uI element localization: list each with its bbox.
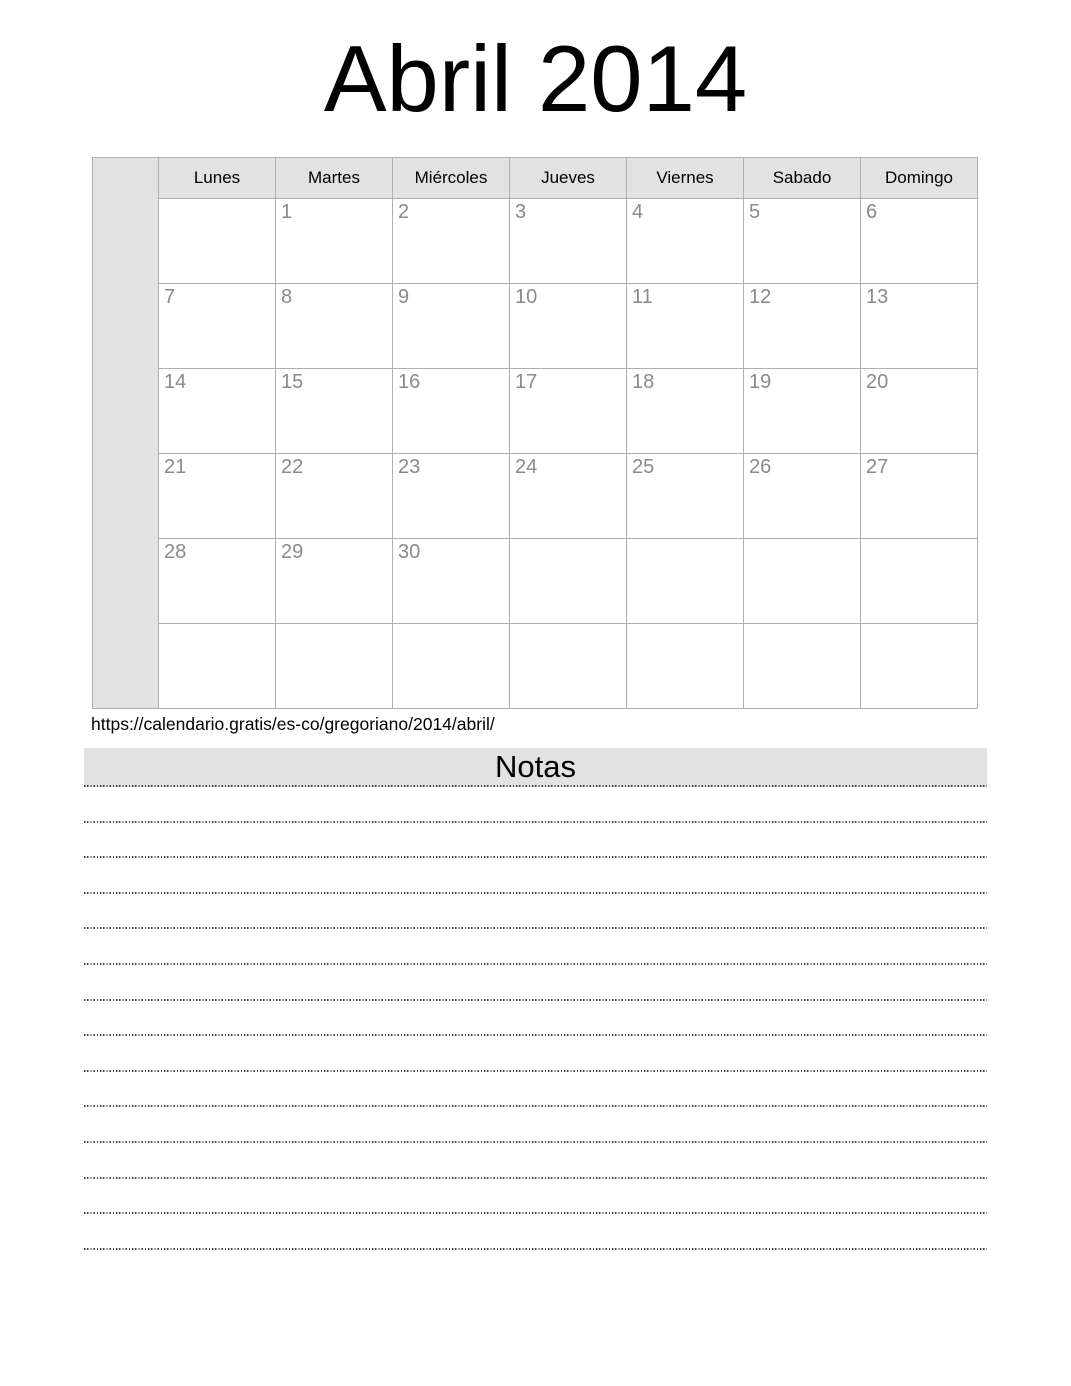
date-number: 29 [281,541,304,563]
calendar-table [92,157,978,709]
date-number: 21 [164,456,187,478]
day-header-domingo: Domingo [861,158,978,199]
date-number: 4 [632,201,644,223]
day-cell [861,369,978,454]
day-header-jueves: Jueves [510,158,627,199]
note-line [84,1036,987,1072]
note-line [84,1143,987,1179]
note-line [84,929,987,965]
date-number: 22 [281,456,304,478]
day-cell [276,539,393,624]
date-number: 14 [164,371,187,393]
calendar-week-row-3 [93,369,978,454]
date-number: 10 [515,286,538,308]
note-line [84,1001,987,1037]
note-line [84,965,987,1001]
date-number: 3 [515,201,527,223]
week-number-column [93,158,159,709]
day-cell [276,199,393,284]
day-header-viernes: Viernes [627,158,744,199]
day-cell [627,624,744,709]
day-cell [744,199,861,284]
calendar-header-row [93,158,978,199]
day-cell [393,624,510,709]
day-cell [159,369,276,454]
day-cell [510,539,627,624]
date-number: 27 [866,456,889,478]
note-line [84,1072,987,1108]
day-cell [744,284,861,369]
calendar-week-row-4 [93,454,978,539]
day-header-lunes: Lunes [159,158,276,199]
day-cell [159,624,276,709]
day-cell [744,369,861,454]
notes-header-bar [84,748,987,787]
day-cell [159,199,276,284]
day-cell [861,199,978,284]
date-number: 17 [515,371,538,393]
day-cell [861,539,978,624]
date-number: 15 [281,371,304,393]
day-cell [627,369,744,454]
day-cell [744,624,861,709]
note-line [84,1179,987,1215]
calendar-week-row-1 [93,199,978,284]
day-cell [744,539,861,624]
day-cell [393,454,510,539]
date-number: 18 [632,371,655,393]
calendar-week-row-2 [93,284,978,369]
day-cell [393,539,510,624]
day-header-martes: Martes [276,158,393,199]
day-header-sabado: Sabado [744,158,861,199]
calendar-week-row-6 [93,624,978,709]
notes-lines-area [84,787,987,1250]
day-cell [159,284,276,369]
note-line [84,823,987,859]
date-number: 12 [749,286,772,308]
day-cell [744,454,861,539]
date-number: 5 [749,201,761,223]
note-line [84,1107,987,1143]
day-cell [159,454,276,539]
day-cell [276,624,393,709]
date-number: 24 [515,456,538,478]
day-cell [393,199,510,284]
date-number: 26 [749,456,772,478]
date-number: 6 [866,201,878,223]
date-number: 19 [749,371,772,393]
date-number: 23 [398,456,421,478]
day-cell [510,624,627,709]
note-line [84,858,987,894]
date-number: 2 [398,201,410,223]
day-cell [510,369,627,454]
day-cell [627,284,744,369]
day-cell [861,284,978,369]
day-cell [393,369,510,454]
notes-title: Notas [495,749,576,784]
day-cell [627,199,744,284]
day-cell [393,284,510,369]
day-cell [159,539,276,624]
date-number: 28 [164,541,187,563]
date-number: 20 [866,371,889,393]
date-number: 13 [866,286,889,308]
day-cell [276,369,393,454]
date-number: 1 [281,201,293,223]
date-number: 7 [164,286,176,308]
day-cell [861,454,978,539]
day-cell [276,284,393,369]
date-number: 8 [281,286,293,308]
note-line [84,894,987,930]
date-number: 16 [398,371,421,393]
source-url: https://calendario.gratis/es-co/gregoriano/2014/abril/ [91,714,495,734]
day-cell [627,454,744,539]
calendar-week-row-5 [93,539,978,624]
day-cell [510,454,627,539]
page-title: Abril 2014 [323,26,748,131]
day-cell [276,454,393,539]
day-cell [510,199,627,284]
note-line [84,787,987,823]
note-line [84,1214,987,1250]
date-number: 25 [632,456,655,478]
date-number: 9 [398,286,410,308]
date-number: 11 [632,286,653,308]
day-header-miercoles: Miércoles [393,158,510,199]
day-cell [510,284,627,369]
date-number: 30 [398,541,421,563]
day-cell [627,539,744,624]
day-cell [861,624,978,709]
